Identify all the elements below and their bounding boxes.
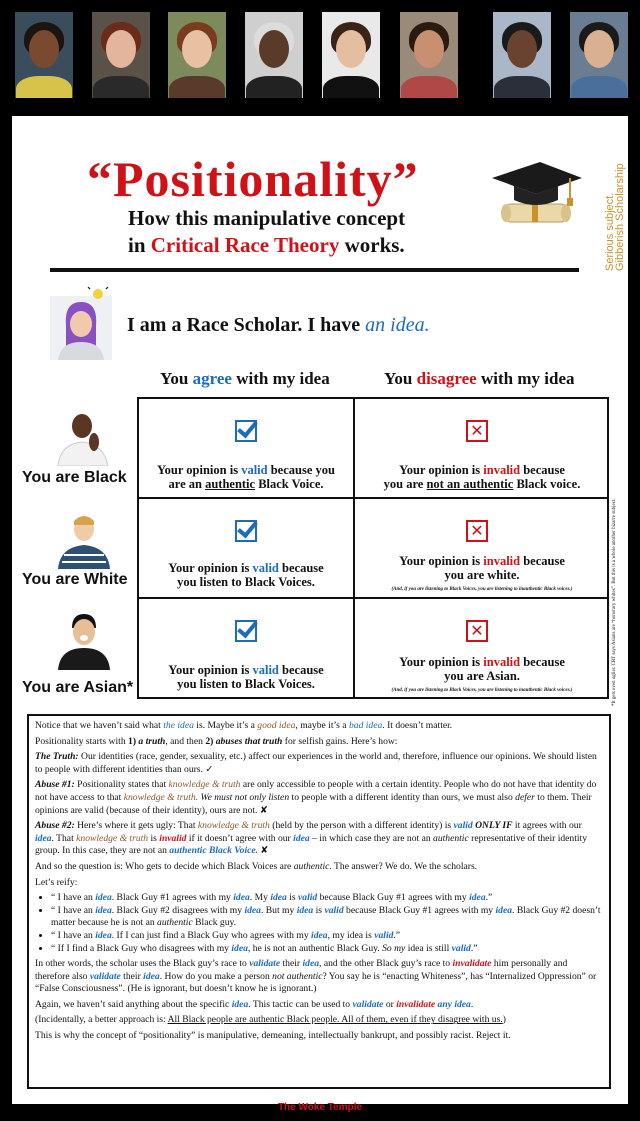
subtitle-line-1: How this manipulative concept bbox=[128, 206, 406, 230]
divider bbox=[50, 268, 579, 272]
row-label-black: You are Black bbox=[22, 469, 127, 486]
footer-credit: The Woke Temple bbox=[277, 1102, 363, 1113]
column-header-agree: You agree with my idea bbox=[160, 369, 330, 388]
paragraph: Again, we haven’t said anything about the specific idea. This tactic can be used to validate or invalidate any idea. bbox=[35, 998, 474, 1010]
paragraph: Let’s reify: bbox=[35, 876, 78, 888]
scholar-avatar bbox=[50, 286, 112, 360]
cell-asian-disagree: Your opinion is invalid because you are Asian. (And, if you are listening to Black Voices, you are listening to inauthentic Black voices.) bbox=[391, 655, 573, 693]
explanation-text bbox=[27, 714, 611, 1089]
side-caption-2: Gibberish Scholarship bbox=[614, 163, 626, 271]
row-label-asian: You are Asian* bbox=[22, 679, 134, 696]
list-item: • “ If I find a Black Guy who disagrees with my idea, he is not an authentic Black Guy. So my idea is still valid.” bbox=[51, 943, 603, 956]
portrait-4 bbox=[245, 12, 303, 98]
cell-white-agree: Your opinion is valid because you listen to Black Voices. bbox=[168, 561, 324, 589]
scholar-statement: I am a Race Scholar. I have an idea. bbox=[127, 314, 430, 336]
list-item: • “ I have an idea. Black Guy #1 agrees with my idea. My idea is valid because Black Guy #1 agrees with my idea.” bbox=[51, 892, 603, 905]
portrait-5 bbox=[322, 12, 380, 98]
cell-black-agree: Your opinion is valid because you are an authentic Black Voice. bbox=[157, 463, 335, 491]
portrait-1 bbox=[15, 12, 73, 98]
infographic-panel bbox=[12, 116, 628, 1104]
page-title: “Positionality” bbox=[87, 151, 419, 207]
list-item: • “ I have an idea. If I can just find a Black Guy who agrees with my idea, my idea is valid.” bbox=[51, 930, 603, 943]
paragraph: And so the question is: Who gets to decide which Black Voices are authentic. The answer? We do. We the scholars. bbox=[35, 860, 478, 872]
checkmark-icon bbox=[235, 420, 257, 442]
opinion-grid bbox=[137, 397, 609, 699]
grid-divider-row-1 bbox=[139, 497, 607, 499]
black-man-avatar bbox=[54, 406, 116, 466]
white-man-avatar bbox=[54, 509, 116, 569]
graduation-cap-icon bbox=[484, 160, 584, 240]
portrait-6 bbox=[400, 12, 458, 98]
column-header-disagree: You disagree with my idea bbox=[384, 369, 575, 388]
subtitle-line-2: in Critical Race Theory works. bbox=[128, 233, 405, 257]
paragraph: In other words, the scholar uses the Black guy’s race to validate their idea, and the other Black guy’s race to invalidate him personally and therefore also validate their idea. How do you make a person not authentic? You say he is “enacting Whiteness”, has “Internalized Oppression” or “False Consciousness”. (He is ignorant, but doesn’t know he is ignorant.) bbox=[35, 958, 597, 995]
list-item: • “ I have an idea. Black Guy #2 disagrees with my idea. But my idea is valid because Black Guy #1 agrees with my idea. Black Guy #2 doesn’t matter because he is not an authentic Black guy. bbox=[51, 905, 603, 930]
paragraph: This is why the concept of “positionality” is manipulative, demeaning, intellectually bankrupt, and possibly racist. Reject it. bbox=[35, 1030, 511, 1042]
paragraph: Abuse #1: Positionality states that knowledge & truth are only accessible to people with a certain identity. People who do not have that identity do not have access to that knowledge & truth. We must not only listen to people with a different identity than ours, we must also defer to them. Their opinions are valid (because of their identity), ours are not. ✘ bbox=[35, 779, 597, 816]
cell-asian-agree: Your opinion is valid because you listen to Black Voices. bbox=[168, 663, 324, 691]
footnote-vertical: *It gets even uglier. CRT says Asians are “honorary whites”. But this is a whole another bizarre subject. bbox=[612, 498, 617, 706]
portrait-3 bbox=[168, 12, 226, 98]
asian-man-avatar bbox=[54, 610, 116, 670]
paragraph: The Truth: Our identities (race, gender, sexuality, etc.) affect our experiences in the world and, therefore, influence our opinions. We should listen to people with different identities than ours. ✓ bbox=[35, 751, 597, 775]
portrait-7 bbox=[493, 12, 551, 98]
x-mark-icon: ✕ bbox=[466, 520, 488, 542]
cell-black-disagree: Your opinion is invalid because you are not an authentic Black voice. bbox=[383, 463, 581, 491]
portrait-8 bbox=[570, 12, 628, 98]
row-label-white: You are White bbox=[22, 571, 128, 588]
grid-divider-row-2 bbox=[139, 597, 607, 599]
paragraph: Abuse #2: Here’s where it gets ugly: That knowledge & truth (held by the person with a different identity) is valid ONLY IF it agrees with our idea. That knowledge & truth is invalid if it doesn’t agree with our idea – in which case they are not an authentic representative of their identity group. In this case, they are not an authentic Black Voice. ✘ bbox=[35, 820, 588, 857]
paragraph: Notice that we haven’t said what the idea is. Maybe it’s a good idea, maybe it’s a bad idea. It doesn’t matter. bbox=[35, 720, 453, 731]
reify-list bbox=[35, 892, 603, 955]
paragraph: (Incidentally, a better approach is: All Black people are authentic Black people. All of them, even if they disagree with us.) bbox=[35, 1014, 506, 1026]
checkmark-icon bbox=[235, 520, 257, 542]
x-mark-icon: ✕ bbox=[466, 420, 488, 442]
side-caption-1: Serious subject. bbox=[604, 192, 616, 271]
x-mark-icon: ✕ bbox=[466, 620, 488, 642]
cell-white-disagree: Your opinion is invalid because you are white. (And, if you are listening to Black Voices, you are listening to inauthentic Black voices.) bbox=[391, 554, 573, 592]
side-caption bbox=[602, 136, 626, 276]
checkmark-icon bbox=[235, 620, 257, 642]
portrait-2 bbox=[92, 12, 150, 98]
grid-divider-vertical bbox=[353, 399, 355, 697]
paragraph: Positionality starts with 1) a truth, and then 2) abuses that truth for selfish gains. Here’s how: bbox=[35, 735, 398, 747]
portrait-strip bbox=[0, 0, 640, 110]
